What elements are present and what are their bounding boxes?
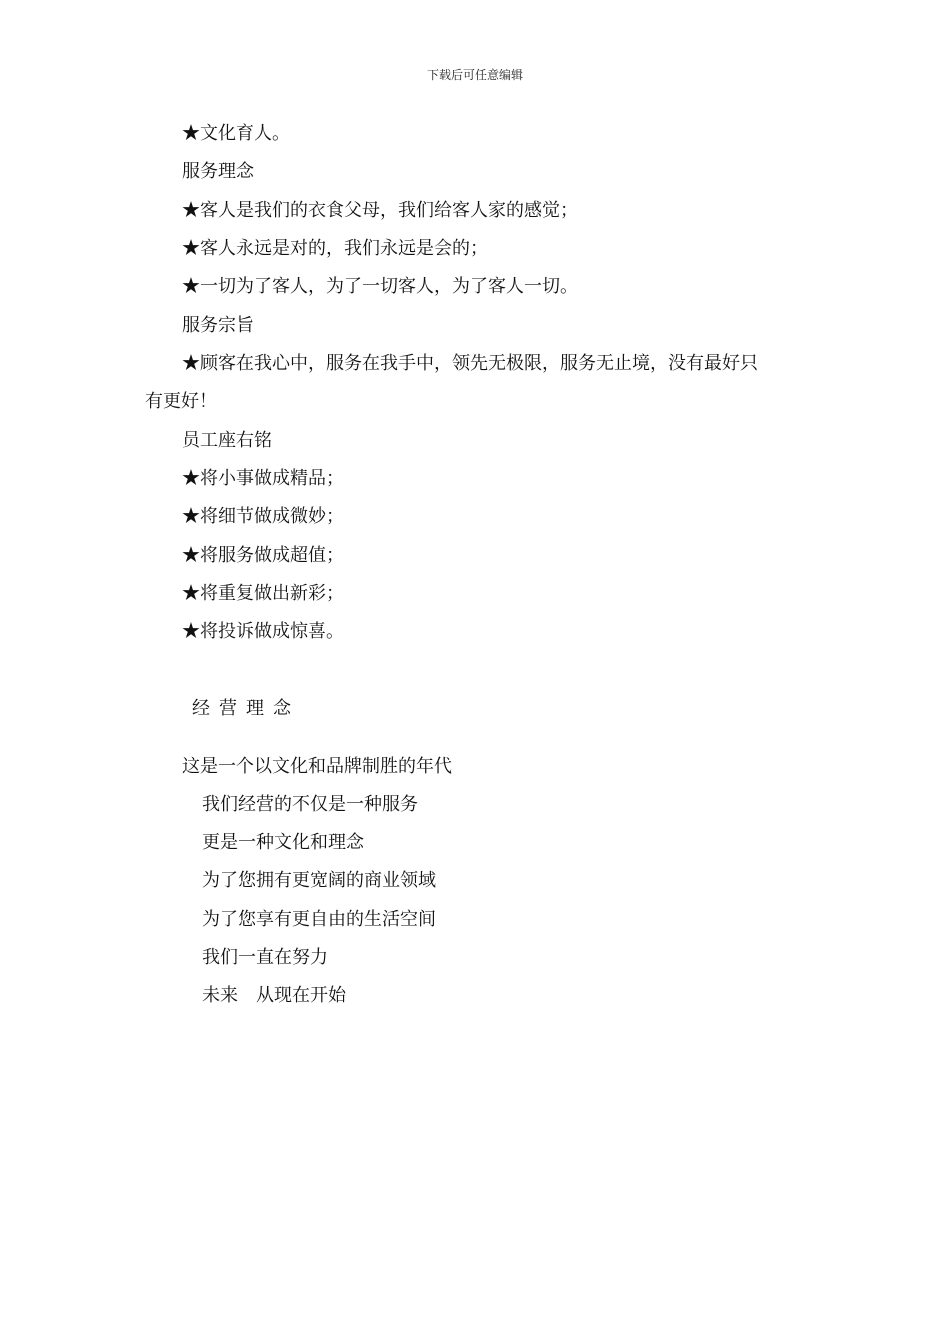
text-line-culture: ★文化育人。 [182,123,290,144]
text-line-philosophy-1: 我们经营的不仅是一种服务 [202,794,418,815]
text-line-motto-4: ★将重复做出新彩； [182,583,344,604]
page-header: 下载后可任意编辑 [426,68,523,82]
text-line-purpose-1: ★顾客在我心中，服务在我手中，领先无极限，服务无止境，没有最好只 [182,353,758,374]
text-line-motto-1: ★将小事做成精品； [182,468,344,489]
heading-service-purpose: 服务宗旨 [182,315,254,336]
text-line-philosophy-4: 为了您享有更自由的生活空间 [202,909,436,930]
text-line-philosophy-5: 我们一直在努力 [202,947,328,968]
heading-staff-motto: 员工座右铭 [182,430,272,451]
heading-service-concept: 服务理念 [182,161,254,182]
text-line-purpose-2: 有更好！ [145,391,217,412]
text-line-philosophy-lead: 这是一个以文化和品牌制胜的年代 [182,756,452,777]
text-line-philosophy-3: 为了您拥有更宽阔的商业领域 [202,870,436,891]
text-line-motto-3: ★将服务做成超值； [182,545,344,566]
heading-business-philosophy: 经营理念 [192,698,300,719]
text-line-philosophy-6: 未来 从现在开始 [202,985,346,1006]
text-line-motto-5: ★将投诉做成惊喜。 [182,621,344,642]
text-line-motto-2: ★将细节做成微妙； [182,506,344,527]
text-line-philosophy-2: 更是一种文化和理念 [202,832,364,853]
text-line-concept-1: ★客人是我们的衣食父母，我们给客人家的感觉； [182,200,578,221]
text-line-concept-2: ★客人永远是对的，我们永远是会的； [182,238,488,259]
text-line-concept-3: ★一切为了客人，为了一切客人，为了客人一切。 [182,276,578,297]
